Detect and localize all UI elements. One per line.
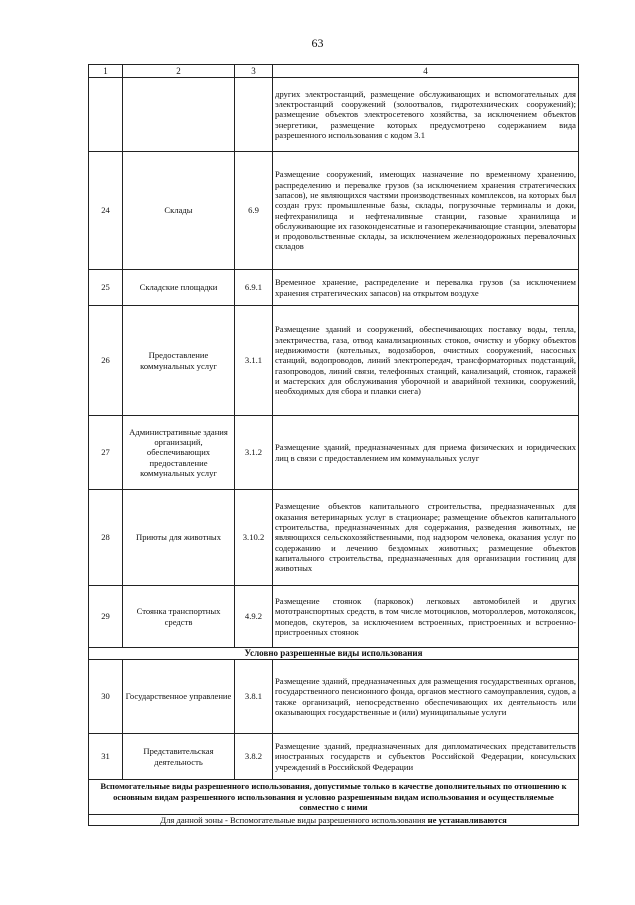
use-description: Размещение стоянок (парковок) легковых автомобилей и других мототранспортных средств, в том числе мотоциклов, мотороллеров, мотоколясок, мопедов, скутеров, за исключением встроенных, пристроенных и встроенно-пристроенных стоянок — [273, 586, 579, 648]
use-code: 3.1.1 — [235, 306, 273, 416]
row-number: 27 — [89, 416, 123, 490]
row-number: 28 — [89, 490, 123, 586]
table-row — [89, 78, 579, 152]
use-code: 4.9.2 — [235, 586, 273, 648]
table-row — [89, 152, 579, 270]
row-number: 26 — [89, 306, 123, 416]
use-description: Размещение сооружений, имеющих назначение по временному хранению, распределению и перевалке грузов (за исключением хранения стратегических запасов), не являющихся частями производственных комплексов, на которых был создан груз: промышленные базы, склады, погрузочные терминалы и доки, нефтехранилища и нефтеналивные станции, газовые хранилища и обслуживающие их газоконденсатные и газоперекачивающие станции, элеваторы и продовольственные склады, за исключением железнодорожных перевалочных складов — [273, 152, 579, 270]
aux-note-prefix: Для данной зоны - Вспомогательные виды разрешенного использования — [160, 814, 426, 825]
use-name: Административные здания организаций, обеспечивающих предоставление коммунальных услуг — [123, 416, 235, 490]
col-header-2: 2 — [123, 65, 235, 78]
use-code — [235, 78, 273, 152]
col-header-4: 4 — [273, 65, 579, 78]
use-code: 3.1.2 — [235, 416, 273, 490]
use-name: Складские площадки — [123, 270, 235, 306]
use-name: Склады — [123, 152, 235, 270]
table-row — [89, 306, 579, 416]
use-code: 6.9.1 — [235, 270, 273, 306]
table-row — [89, 660, 579, 734]
row-number — [89, 78, 123, 152]
aux-uses-heading: Вспомогательные виды разрешенного использования, допустимые только в качестве дополнительных по отношению к основным видам разрешенного использования и условно разрешенным видам использования и осуществляемые совместно с ними — [89, 780, 579, 815]
page-number: 63 — [311, 36, 324, 50]
table-row — [89, 734, 579, 780]
table-row — [89, 270, 579, 306]
table-row — [89, 416, 579, 490]
row-number: 30 — [89, 660, 123, 734]
use-name: Стоянка транспортных средств — [123, 586, 235, 648]
use-code: 3.10.2 — [235, 490, 273, 586]
aux-uses-note — [89, 814, 579, 826]
use-code: 6.9 — [235, 152, 273, 270]
row-number: 25 — [89, 270, 123, 306]
col-header-3: 3 — [235, 65, 273, 78]
use-name — [123, 78, 235, 152]
aux-heading-row — [89, 780, 579, 815]
table-row — [89, 490, 579, 586]
row-number: 31 — [89, 734, 123, 780]
use-name: Приюты для животных — [123, 490, 235, 586]
use-code: 3.8.1 — [235, 660, 273, 734]
section-row — [89, 648, 579, 660]
use-description: Размещение зданий и сооружений, обеспечивающих поставку воды, тепла, электричества, газа, отвод канализационных стоков, очистку и уборку объектов недвижимости (котельных, водозаборов, очистных сооружений, насосных станций, водопроводов, линий электропередач, трансформаторных подстанций, газопроводов, линий связи, телефонных станций, канализаций, стоянок, гаражей и мастерских для обслуживания уборочной и аварийной техники, сооружений, необходимых для сбора и плавки снега) — [273, 306, 579, 416]
use-code: 3.8.2 — [235, 734, 273, 780]
use-description: Временное хранение, распределение и перевалка грузов (за исключением хранения стратегических запасов) на открытом воздухе — [273, 270, 579, 306]
row-number: 24 — [89, 152, 123, 270]
use-name: Государственное управление — [123, 660, 235, 734]
use-description: других электростанций, размещение обслуживающих и вспомогательных для электростанций сооружений (золоотвалов, гидротехнических сооружений); размещение объектов электросетевого хозяйства, за исключением объектов энергетики, размещение которых предусмотрено содержанием вида разрешенного использования с кодом 3.1 — [273, 78, 579, 152]
use-description: Размещение зданий, предназначенных для размещения государственных органов, государственного пенсионного фонда, органов местного самоуправления, судов, а также организаций, непосредственно обеспечивающих их деятельность или оказывающих государственные и (или) муниципальные услуги — [273, 660, 579, 734]
use-name: Предоставление коммунальных услуг — [123, 306, 235, 416]
use-description: Размещение объектов капитального строительства, предназначенных для оказания ветеринарных услуг в стационаре; размещение объектов капитального строительства, предназначенных для содержания, разведения животных, не являющихся сельскохозяйственными, под надзором человека, оказания услуг по содержанию и лечению бездомных животных; размещение объектов капитального строительства, предназначенных для организации гостиниц для животных — [273, 490, 579, 586]
section-title-conditional: Условно разрешенные виды использования — [89, 648, 579, 660]
col-header-1: 1 — [89, 65, 123, 78]
table-header-row — [89, 65, 579, 78]
row-number: 29 — [89, 586, 123, 648]
use-description: Размещение зданий, предназначенных для приема физических и юридических лиц в связи с предоставлением им коммунальных услуг — [273, 416, 579, 490]
table-row — [89, 586, 579, 648]
use-name: Представительская деятельность — [123, 734, 235, 780]
land-use-table — [88, 64, 579, 826]
use-description: Размещение зданий, предназначенных для дипломатических представительств иностранных государств и субъектов Российской Федерации, консульских учреждений в Российской Федерации — [273, 734, 579, 780]
aux-note-row — [89, 814, 579, 826]
aux-note-status: не устанавливаются — [427, 814, 507, 825]
